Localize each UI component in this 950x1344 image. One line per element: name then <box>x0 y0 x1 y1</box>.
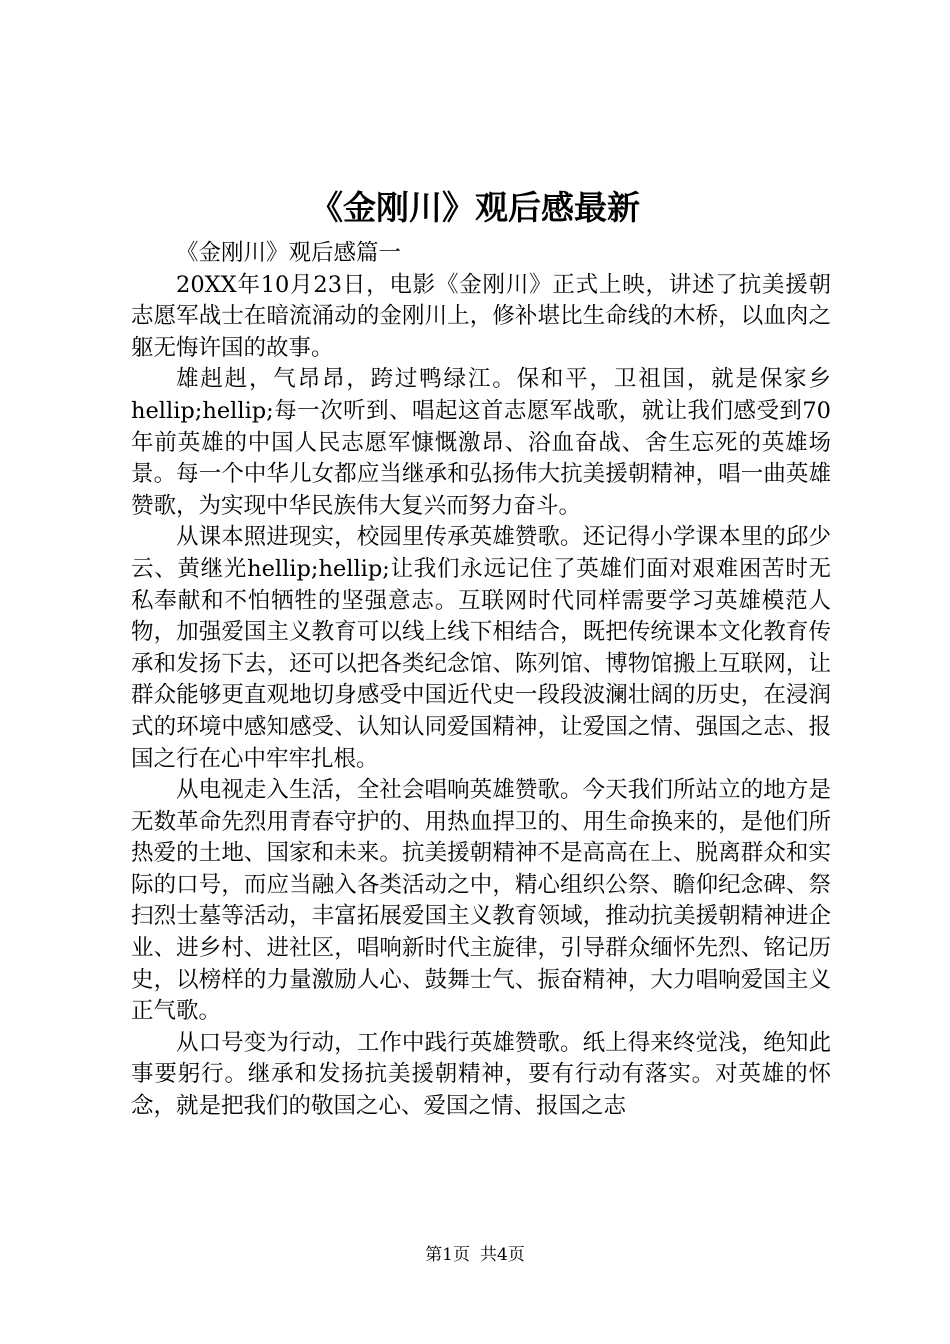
paragraph-4: 从电视走入生活，全社会唱响英雄赞歌。今天我们所站立的地方是无数革命先烈用青春守护的、用热血捍卫的、用生命换来的，是他们所热爱的土地、国家和未来。抗美援朝精神不是高高在上、脱离群众和实际的口号，而应当融入各类活动之中，精心组织公祭、瞻仰纪念碑、祭扫烈士墓等活动，丰富拓展爱国主义教育领域，推动抗美援朝精神进企业、进乡村、进社区，唱响新时代主旋律，引导群众缅怀先烈、铭记历史，以榜样的力量激励人心、鼓舞士气、振奋精神，大力唱响爱国主义正气歌。 <box>131 777 831 1025</box>
document-body <box>131 238 831 1123</box>
page-footer <box>0 1244 950 1266</box>
paragraph-1: 20XX年10月23日，电影《金刚川》正式上映，讲述了抗美援朝志愿军战士在暗流涌动的金刚川上，修补堪比生命线的木桥，以血肉之躯无悔许国的故事。 <box>131 271 831 361</box>
section-heading: 《金刚川》观后感篇一 <box>176 240 402 266</box>
page-number: 第1页 <box>425 1245 470 1265</box>
paragraph-2: 雄赳赳，气昂昂，跨过鸭绿江。保和平，卫祖国，就是保家乡hellip;hellip;每一次听到、唱起这首志愿军战歌，就让我们感受到70年前英雄的中国人民志愿军慷慨激昂、浴血奋战、舍生忘死的英雄场景。每一个中华儿女都应当继承和弘扬伟大抗美援朝精神，唱一曲英雄赞歌，为实现中华民族伟大复兴而努力奋斗。 <box>131 366 831 519</box>
paragraph-3: 从课本照进现实，校园里传承英雄赞歌。还记得小学课本里的邱少云、黄继光hellip;hellip;让我们永远记住了英雄们面对艰难困苦时无私奉献和不怕牺牲的坚强意志。互联网时代同样需要学习英雄模范人物，加强爱国主义教育可以线上线下相结合，既把传统课本文化教育传承和发扬下去，还可以把各类纪念馆、陈列馆、博物馆搬上互联网，让群众能够更直观地切身感受中国近代史一段段波澜壮阔的历史，在浸润式的环境中感知感受、认知认同爱国精神，让爱国之情、强国之志、报国之行在心中牢牢扎根。 <box>131 524 831 772</box>
document-title: 《金刚川》观后感最新 <box>310 188 640 227</box>
page-total: 共4页 <box>480 1245 525 1265</box>
paragraph-5: 从口号变为行动，工作中践行英雄赞歌。纸上得来终觉浅，绝知此事要躬行。继承和发扬抗美援朝精神，要有行动有落实。对英雄的怀念，就是把我们的敬国之心、爱国之情、报国之志 <box>131 1029 831 1120</box>
